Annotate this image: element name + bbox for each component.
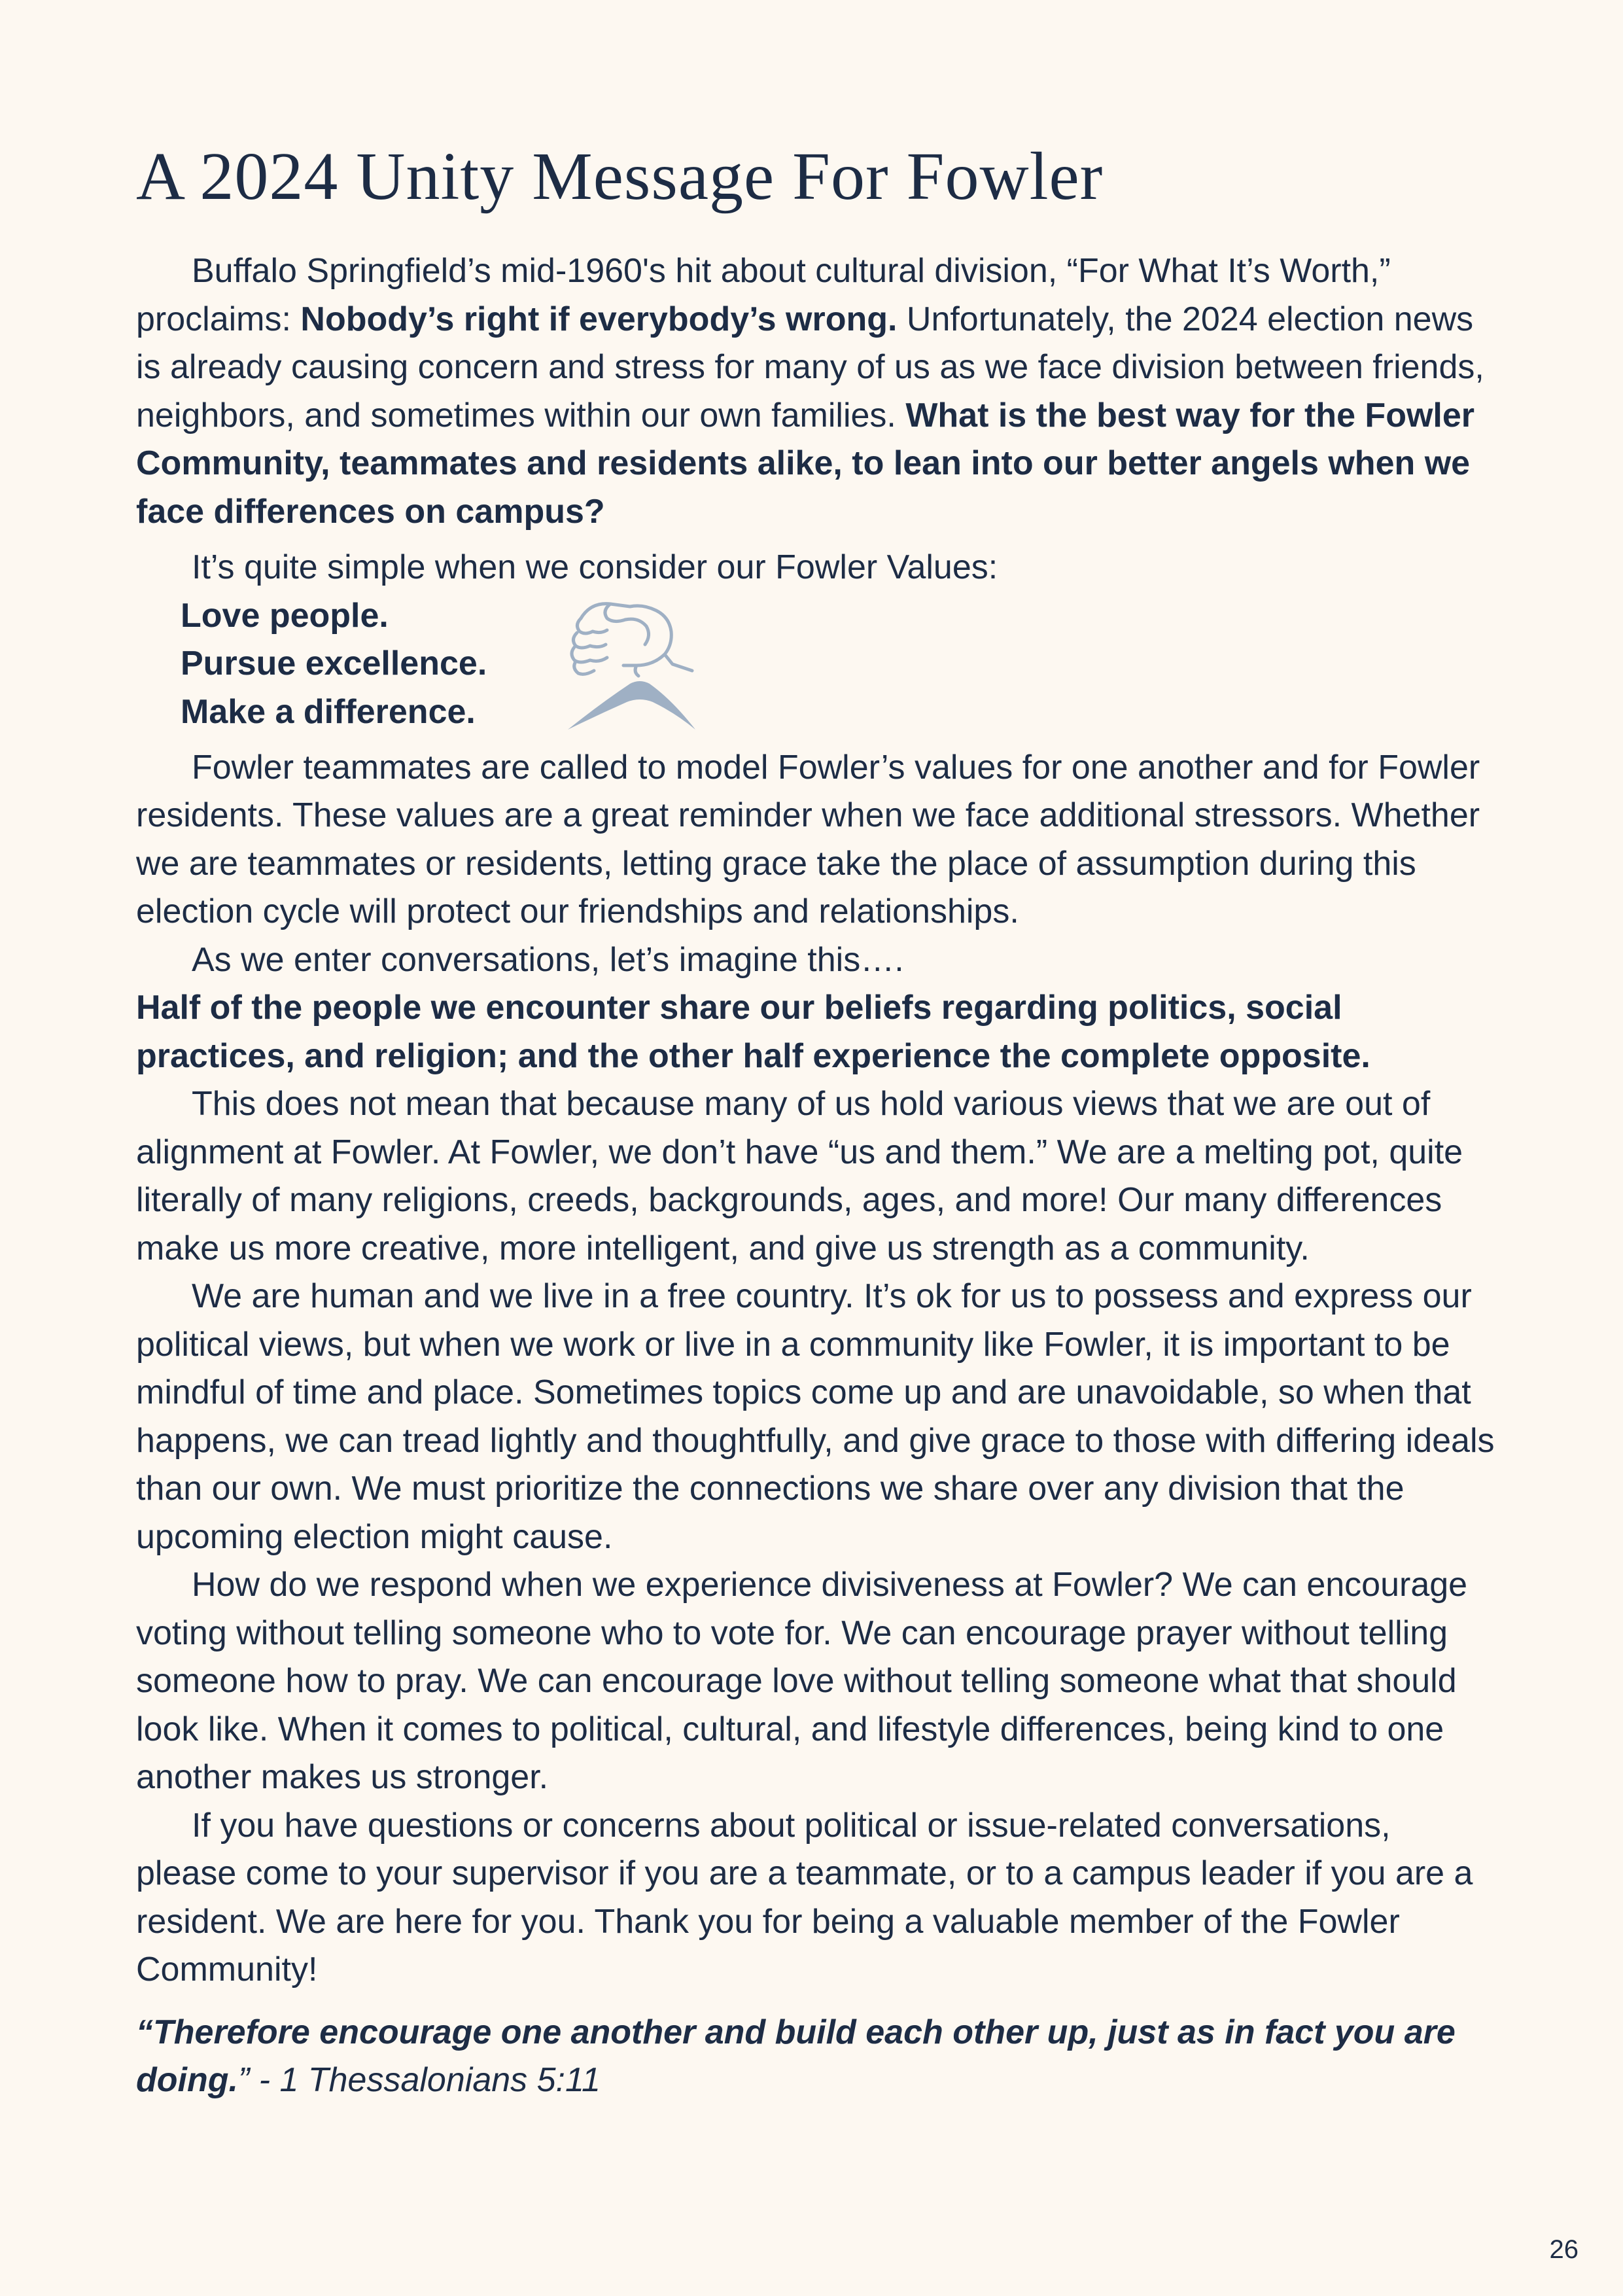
alignment-paragraph: This does not mean that because many of us hold various views that we are out of alignment at Fowler. At Fowler, we don’t have “us and them.” We are a melting pot, quite literally of many religions, creeds, backgrounds, ages, and more! Our many differences make us more creative, more intelligent, and give us strength as a community. — [136, 1085, 1463, 1267]
quote-text: “Therefore encourage one another and build each other up, just as in fact you are doing. — [136, 2013, 1456, 2099]
quote-citation: ” - 1 Thessalonians 5:11 — [237, 2061, 601, 2099]
human-paragraph: We are human and we live in a free country. It’s ok for us to possess and express our political views, but when we work or live in a community like Fowler, it is important to be mindful of time and place. Sometimes topics come up and are unavoidable, so when that happens, we can tread lightly and thoughtfully, and give grace to those with differing ideals than our own. We must prioritize the connections we share over any division that the upcoming election might cause. — [136, 1277, 1495, 1556]
respond-paragraph: How do we respond when we experience divisiveness at Fowler? We can encourage voting without telling someone who to vote for. We can encourage prayer without telling someone how to pray. We can encourage love without telling someone what that should look like. When it comes to political, cultural, and lifestyle differences, being kind to one another makes us stronger. — [136, 1566, 1468, 1796]
intro-bold-1: Nobody’s right if everybody’s wrong. — [300, 300, 898, 338]
values-intro: It’s quite simple when we consider our Fowler Values: — [192, 548, 998, 586]
intro-bold-2: What is the best way for the Fowler Community, teammates and residents alike, to lean into our better angels when we face differences on campus? — [136, 396, 1475, 531]
page-title: A 2024 Unity Message For Fowler — [136, 139, 1104, 214]
scripture-quote — [136, 2009, 1497, 2105]
handshake-icon — [561, 592, 705, 736]
half-people-bold: Half of the people we encounter share our beliefs regarding politics, social practices, and religion; and the other half experience the complete opposite. — [136, 989, 1370, 1075]
questions-paragraph: If you have questions or concerns about political or issue-related conversations, please come to your supervisor if you are a teammate, or to a campus leader if you are a resident. We are here for you. Thank you for being a valuable member of the Fowler Community! — [136, 1806, 1473, 1988]
teammates-paragraph: Fowler teammates are called to model Fowler’s values for one another and for Fowler residents. These values are a great reminder when we face additional stressors. Whether we are teammates or residents, letting grace take the place of assumption during this election cycle will protect our friendships and relationships. — [136, 748, 1480, 930]
imagine-paragraph: As we enter conversations, let’s imagine this…. — [192, 940, 904, 979]
document-page — [136, 131, 1497, 2105]
values-block — [136, 592, 1497, 736]
half-people-paragraph — [136, 984, 1497, 1080]
intro-text-2: Unfortunately, the 2024 election news is already causing concern and stress for many of us as we face division between friends, neighbors, and sometimes within our own families. — [136, 300, 1484, 434]
page-number: 26 — [1549, 2235, 1579, 2264]
value-make-a-difference: Make a difference. — [181, 692, 476, 731]
values-list — [136, 592, 1497, 737]
value-love-people: Love people. — [181, 596, 389, 635]
intro-text-1: Buffalo Springfield’s mid-1960's hit about cultural division, “For What It’s Worth,” proclaims: — [136, 252, 1391, 338]
value-pursue-excellence: Pursue excellence. — [181, 645, 487, 682]
intro-paragraph — [136, 247, 1497, 536]
